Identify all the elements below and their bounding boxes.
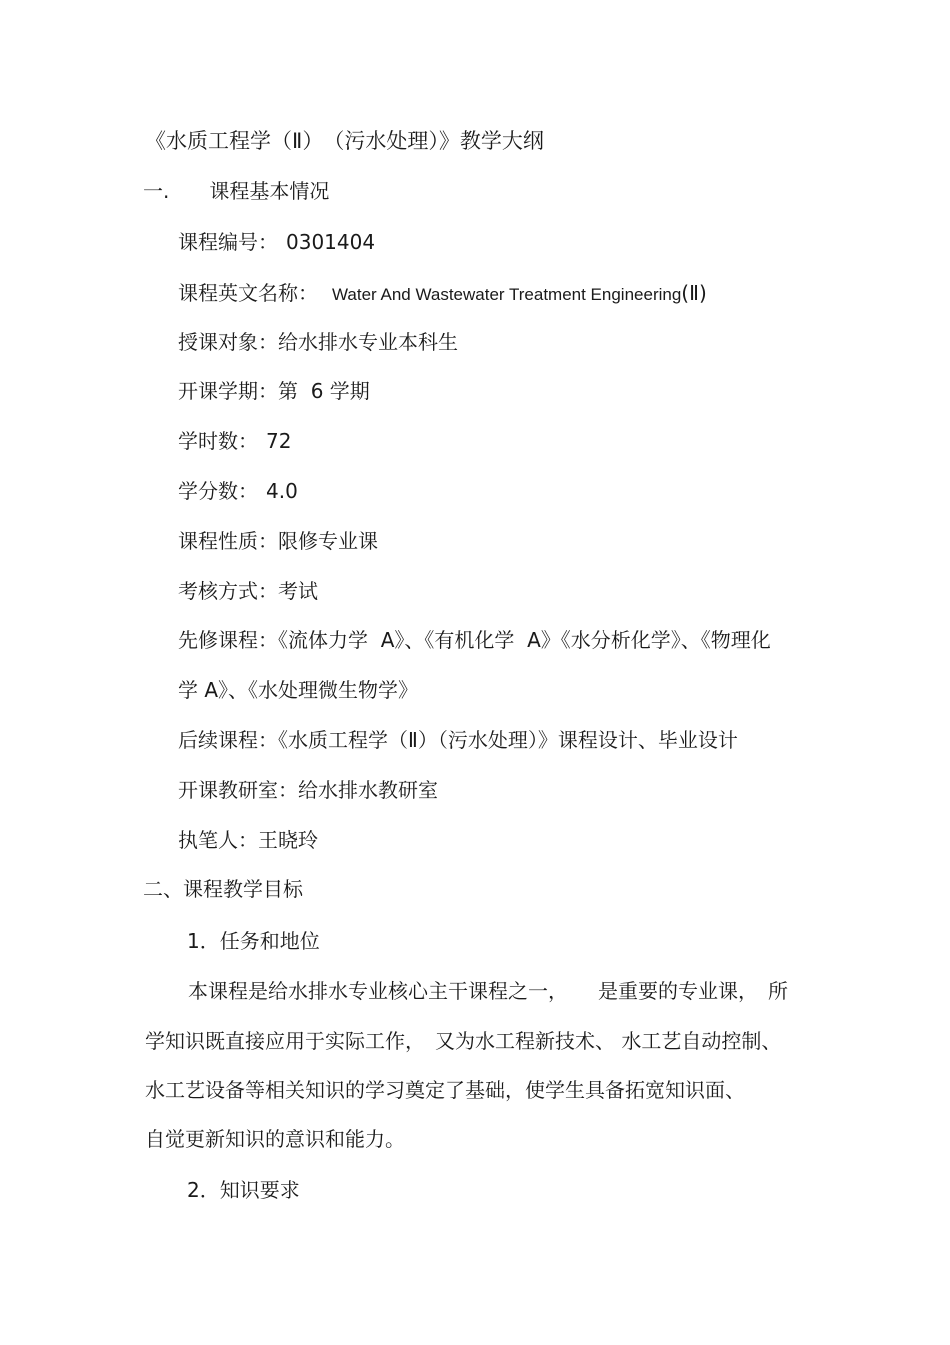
course-code-label: 课程编号：: [178, 230, 278, 254]
section-1-heading: [143, 178, 329, 204]
section-2-heading: 二、课程教学目标: [143, 877, 303, 901]
course-prerequisites: [178, 627, 771, 653]
course-credits: [178, 478, 298, 504]
course-hours-label: 学时数：: [178, 429, 258, 453]
course-credits-label: 学分数：: [178, 479, 258, 503]
course-hours: [178, 428, 291, 454]
section-1-title: 课程基本情况: [209, 179, 330, 203]
course-hours-value: 72: [266, 429, 292, 453]
course-english-name-value: Water And Wastewater Treatment Engineering: [332, 285, 682, 304]
course-author-value: 王晓玲: [258, 828, 318, 852]
document-title: 《水质工程学（Ⅱ） （污水处理）》教学大纲: [145, 129, 544, 153]
course-audience-label: 授课对象：: [178, 330, 278, 354]
course-prerequisites-value: 《流体力学 A》、《有机化学 A》《水分析化学》、《物理化: [278, 628, 771, 652]
course-code: [178, 229, 375, 255]
course-exam: [178, 578, 318, 604]
subsection-task-heading: 1．任务和地位: [187, 929, 320, 953]
course-author-label: 执笔人：: [178, 828, 258, 852]
paragraph-line: 水工艺设备等相关知识的学习奠定了基础，使学生具备拓宽知识面、: [145, 1078, 745, 1102]
course-audience: [178, 329, 458, 355]
course-followup-value: 《水质工程学（Ⅱ）（污水处理）》课程设计、毕业设计: [278, 728, 738, 752]
section-1-number: 一.: [143, 179, 170, 203]
course-exam-value: 考试: [278, 579, 318, 603]
course-english-name: [178, 280, 707, 308]
course-followup: [178, 727, 738, 753]
course-nature-label: 课程性质：: [178, 529, 278, 553]
course-prerequisites-continued: 学 A》、《水处理微生物学》: [178, 678, 419, 702]
course-office-label: 开课教研室：: [178, 778, 298, 802]
course-nature: [178, 528, 378, 554]
course-semester: [178, 378, 370, 404]
course-english-name-label: 课程英文名称：: [178, 281, 318, 305]
course-author: [178, 827, 318, 853]
course-audience-value: 给水排水专业本科生: [278, 330, 458, 354]
course-english-name-suffix: (Ⅱ): [681, 281, 707, 305]
paragraph-line: 学知识既直接应用于实际工作， 又为水工程新技术、 水工艺自动控制、: [145, 1029, 782, 1053]
paragraph-line: 自觉更新知识的意识和能力。: [145, 1127, 405, 1151]
course-office-value: 给水排水教研室: [298, 778, 438, 802]
course-code-value: 0301404: [286, 230, 376, 254]
subsection-knowledge-heading: 2．知识要求: [187, 1178, 300, 1202]
course-followup-label: 后续课程：: [178, 728, 278, 752]
course-nature-value: 限修专业课: [278, 529, 378, 553]
course-semester-value: 第 6 学期: [278, 379, 370, 403]
course-semester-label: 开课学期：: [178, 379, 278, 403]
course-office: [178, 777, 438, 803]
course-exam-label: 考核方式：: [178, 579, 278, 603]
course-credits-value: 4.0: [266, 479, 298, 503]
course-prerequisites-label: 先修课程：: [178, 628, 278, 652]
paragraph-line: 本课程是给水排水专业核心主干课程之一， 是重要的专业课， 所: [188, 979, 788, 1003]
